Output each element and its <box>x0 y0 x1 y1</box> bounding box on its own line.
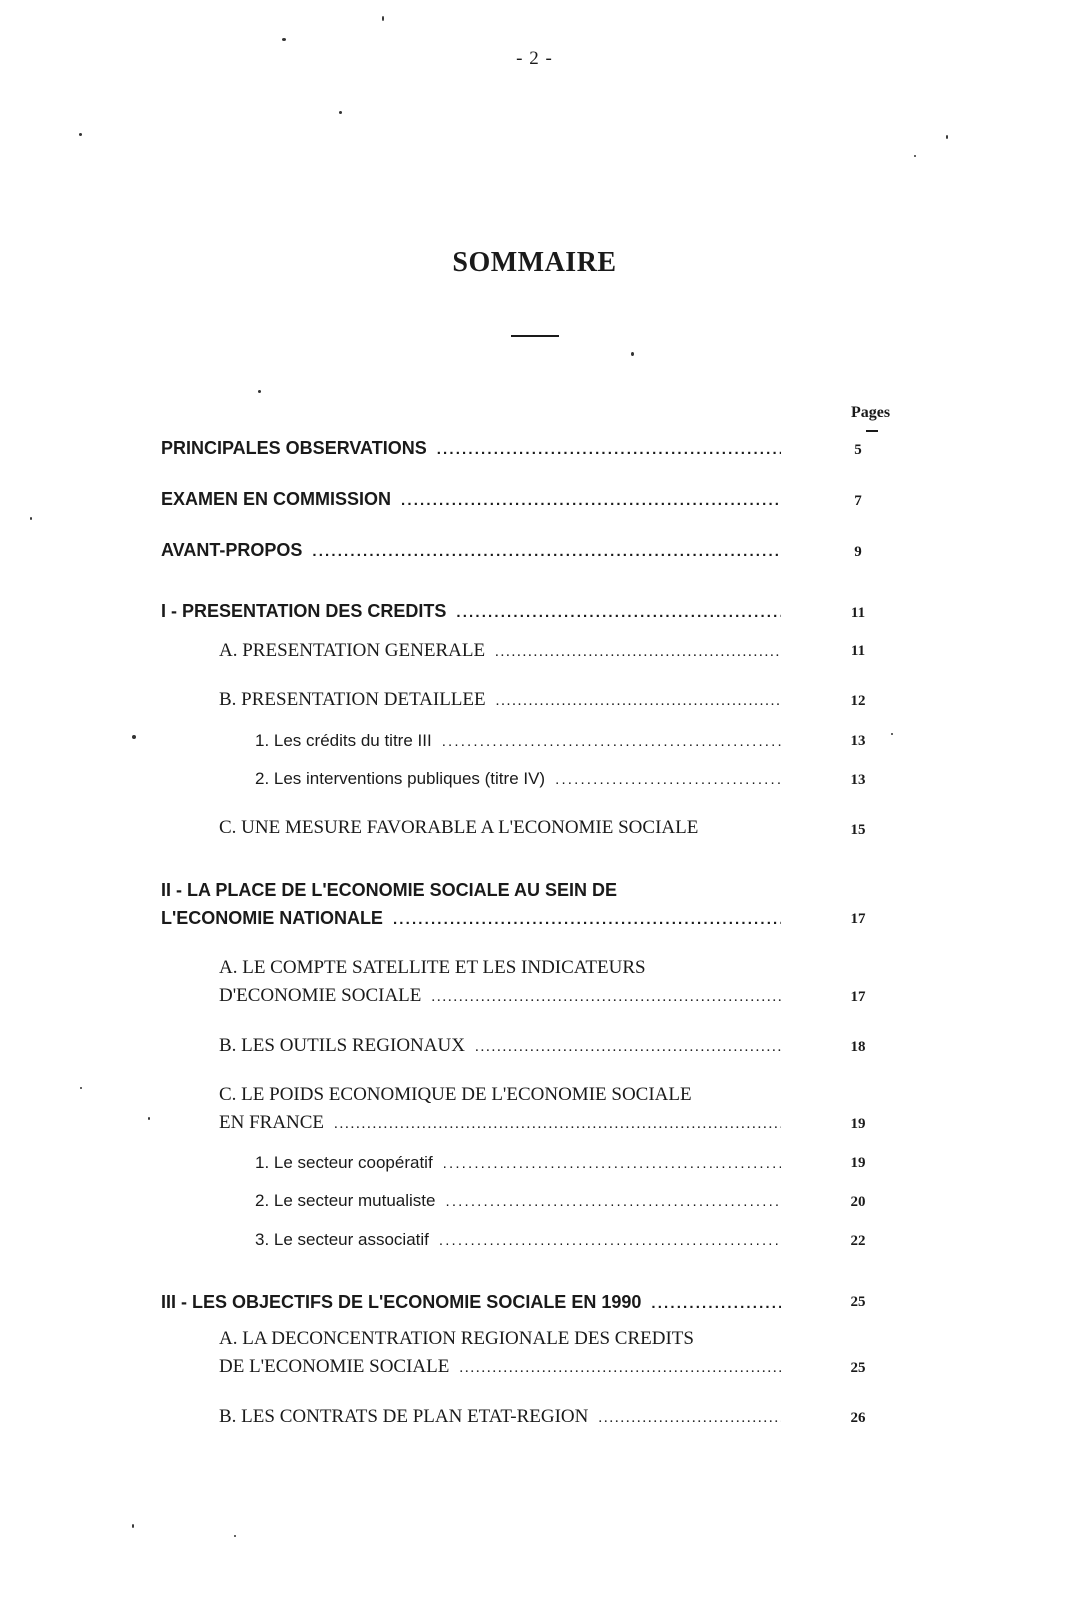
toc-label: B. LES OUTILS REGIONAUX <box>219 1035 465 1056</box>
dot-leader <box>445 1190 781 1214</box>
toc-page-number: 17 <box>850 989 866 1005</box>
scan-speck <box>282 38 286 41</box>
dot-leader <box>496 689 781 713</box>
toc-page-number: 11 <box>850 643 866 659</box>
pages-header-dash <box>866 430 878 432</box>
scan-speck <box>79 133 82 136</box>
toc-label: PRINCIPALES OBSERVATIONS <box>161 438 427 458</box>
scan-speck <box>80 1087 82 1089</box>
dot-leader <box>475 1035 781 1059</box>
scan-speck <box>234 1535 236 1537</box>
scan-speck <box>132 1524 134 1528</box>
toc-page-number: 25 <box>850 1294 866 1310</box>
toc-entry-part-1-b-2[interactable] <box>255 767 781 791</box>
scan-speck <box>132 735 136 739</box>
toc-label: L'ECONOMIE NATIONALE <box>161 908 383 928</box>
toc-entry-part-3-a-line1[interactable]: A. LA DECONCENTRATION REGIONALE DES CREDITS <box>219 1328 694 1349</box>
toc-page-number: 5 <box>854 442 862 458</box>
toc-entry-part-3-a-line2[interactable] <box>219 1355 781 1379</box>
scan-speck <box>339 111 342 114</box>
toc-page-number: 25 <box>850 1360 866 1376</box>
toc-label: EN FRANCE <box>219 1112 325 1133</box>
dot-leader <box>651 1292 781 1316</box>
toc-label: 3. Le secteur associatif <box>255 1230 429 1249</box>
document-title: SOMMAIRE <box>452 247 617 278</box>
toc-page-number: 19 <box>850 1155 866 1171</box>
toc-label: 1. Les crédits du titre III <box>255 731 432 750</box>
toc-entry-examen-en-commission[interactable] <box>161 487 781 511</box>
dot-leader <box>443 1152 781 1176</box>
dot-leader <box>401 489 781 513</box>
toc-page-number: 9 <box>854 544 862 560</box>
scan-speck <box>631 352 634 356</box>
dot-leader <box>312 540 781 564</box>
toc-page-number: 7 <box>854 493 862 509</box>
toc-entry-part-2-c-line1[interactable]: C. LE POIDS ECONOMIQUE DE L'ECONOMIE SOCIALE <box>219 1084 692 1105</box>
title-underline <box>511 335 559 337</box>
toc-page-number: 12 <box>850 693 866 709</box>
toc-page-number: 13 <box>850 733 866 749</box>
toc-entry-part-2-c-2[interactable] <box>255 1189 781 1213</box>
toc-entry-part-2-b[interactable] <box>219 1034 781 1058</box>
toc-entry-part-2-line2[interactable] <box>161 906 781 930</box>
toc-entry-part-1-b[interactable] <box>219 688 781 712</box>
toc-page-number: 20 <box>850 1194 866 1210</box>
toc-label: B. PRESENTATION DETAILLEE <box>219 689 486 710</box>
dot-leader <box>393 908 781 932</box>
scan-speck <box>148 1117 150 1120</box>
toc-label: 2. Le secteur mutualiste <box>255 1191 436 1210</box>
toc-entry-avant-propos[interactable] <box>161 538 781 562</box>
scan-speck <box>891 733 893 735</box>
toc-label: 2. Les interventions publiques (titre IV) <box>255 769 546 788</box>
scan-speck <box>30 517 32 520</box>
toc-entry-part-1-c[interactable]: C. UNE MESURE FAVORABLE A L'ECONOMIE SOCIALE <box>219 817 699 838</box>
scan-speck <box>258 390 261 393</box>
dot-leader <box>555 768 781 792</box>
toc-page-number: 26 <box>850 1410 866 1426</box>
dot-leader <box>456 601 781 625</box>
toc-label: DE L'ECONOMIE SOCIALE <box>219 1356 450 1377</box>
dot-leader <box>442 730 781 754</box>
toc-label: III - LES OBJECTIFS DE L'ECONOMIE SOCIALE EN 1990 <box>161 1292 642 1312</box>
toc-label: 1. Le secteur coopératif <box>255 1153 433 1172</box>
dot-leader <box>459 1356 781 1380</box>
toc-page-number: 13 <box>850 772 866 788</box>
toc-entry-part-2-line1[interactable]: II - LA PLACE DE L'ECONOMIE SOCIALE AU SEIN DE <box>161 880 617 900</box>
scan-speck <box>914 155 916 157</box>
page-number: - 2 - <box>516 48 553 69</box>
pages-column-header: Pages <box>851 404 891 421</box>
toc-label: I - PRESENTATION DES CREDITS <box>161 601 447 621</box>
toc-entry-part-2-c-1[interactable] <box>255 1151 781 1175</box>
toc-label: AVANT-PROPOS <box>161 540 303 560</box>
dot-leader <box>334 1112 781 1136</box>
scan-speck <box>382 16 384 21</box>
toc-page-number: 15 <box>850 822 866 838</box>
toc-entry-principales-observations[interactable] <box>161 436 781 460</box>
toc-entry-part-2-a-line1[interactable]: A. LE COMPTE SATELLITE ET LES INDICATEURS <box>219 957 646 978</box>
toc-entry-part-2-c-3[interactable] <box>255 1228 781 1252</box>
toc-entry-part-1[interactable] <box>161 599 781 623</box>
toc-entry-part-2-c-line2[interactable] <box>219 1111 781 1135</box>
dot-leader <box>437 438 781 462</box>
dot-leader <box>495 640 781 664</box>
dot-leader <box>598 1406 781 1430</box>
toc-label: A. PRESENTATION GENERALE <box>219 640 486 661</box>
toc-label: B. LES CONTRATS DE PLAN ETAT-REGION <box>219 1406 589 1427</box>
toc-entry-part-2-a-line2[interactable] <box>219 984 781 1008</box>
dot-leader <box>431 985 781 1009</box>
toc-label: D'ECONOMIE SOCIALE <box>219 985 422 1006</box>
toc-entry-part-1-a[interactable] <box>219 639 781 663</box>
toc-entry-part-3-b[interactable] <box>219 1405 781 1429</box>
toc-entry-part-3[interactable] <box>161 1290 781 1314</box>
toc-page-number: 11 <box>850 605 866 621</box>
toc-page-number: 18 <box>850 1039 866 1055</box>
toc-page-number: 22 <box>850 1233 866 1249</box>
toc-entry-part-1-b-1[interactable] <box>255 729 781 753</box>
toc-page-number: 19 <box>850 1116 866 1132</box>
toc-label: EXAMEN EN COMMISSION <box>161 489 392 509</box>
toc-page-number: 17 <box>850 911 866 927</box>
dot-leader <box>439 1229 781 1253</box>
scan-speck <box>946 135 948 139</box>
